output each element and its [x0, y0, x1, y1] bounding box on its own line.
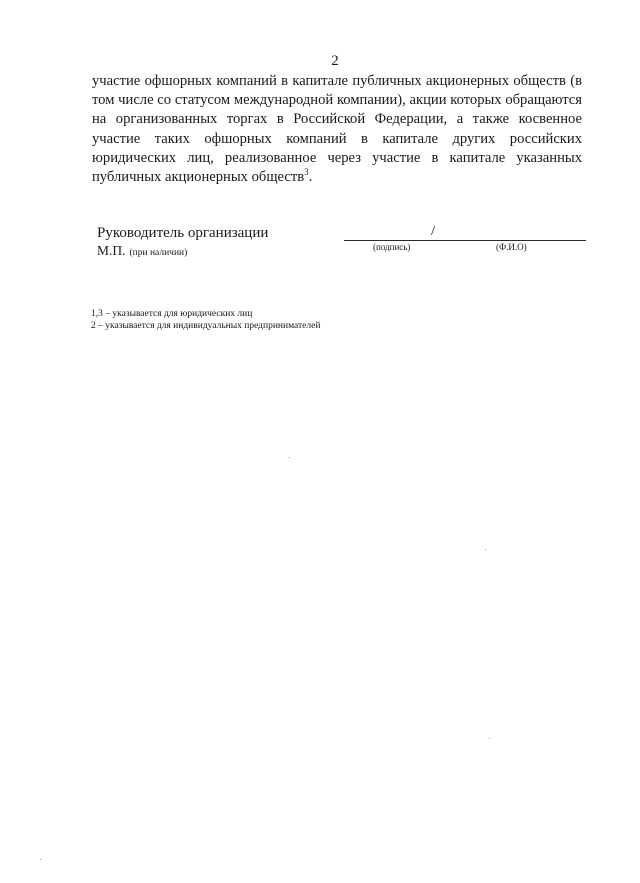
- body-text: участие офшорных компаний в капитале публичных акционерных обществ (в том числе со статусом международной компании), акции которых обращаются на организованных торгах в Российской Федерации, а также косвенное участие таких офшорных компаний в капитале других российских юридических лиц, реализованное через участие в капитале указанных публичных акционерных обществ: [92, 73, 582, 186]
- signature-separator: /: [431, 223, 436, 239]
- body-paragraph: [92, 72, 582, 187]
- scan-speck: [289, 457, 290, 458]
- stamp-label: [97, 243, 187, 261]
- scan-speck: [40, 859, 41, 860]
- footnote-item: 1,3 – указывается для юридических лиц: [91, 309, 253, 319]
- stamp-note: (при наличии): [129, 248, 188, 258]
- scan-speck: [485, 549, 486, 550]
- footnote-item: 2 – указывается для индивидуальных предпринимателей: [91, 321, 321, 331]
- footnotes: [91, 308, 320, 332]
- signature-role-label: Руководитель организации: [97, 225, 269, 241]
- signature-line: [344, 240, 586, 241]
- scan-speck: [489, 738, 490, 739]
- signature-caption: (подпись): [373, 242, 411, 252]
- footnote-reference: 3: [304, 167, 309, 178]
- stamp-text: М.П.: [97, 243, 126, 258]
- name-caption: (Ф.И.О): [496, 242, 527, 252]
- body-text-end: .: [308, 169, 313, 186]
- page-number: 2: [331, 53, 339, 69]
